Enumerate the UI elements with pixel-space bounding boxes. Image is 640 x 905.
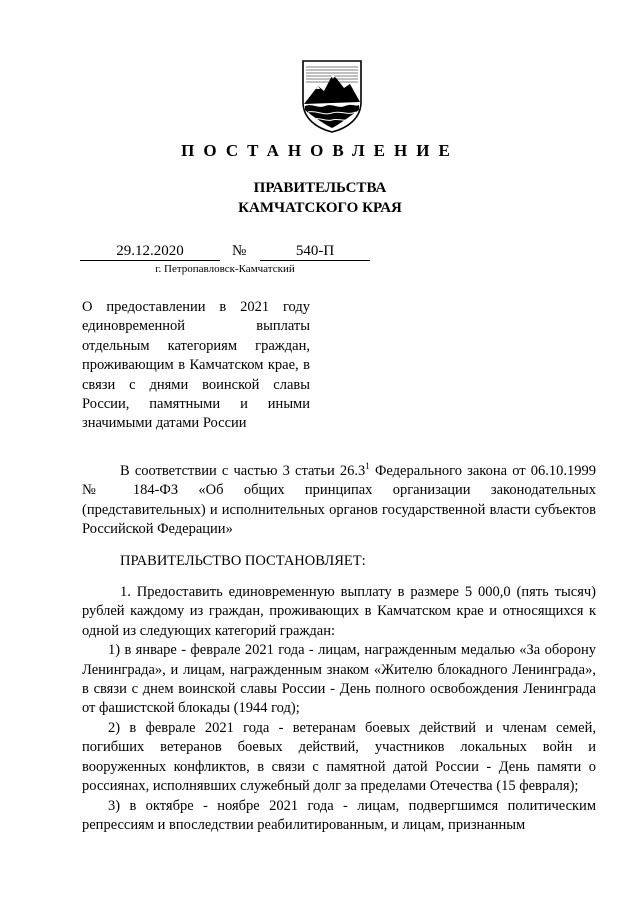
document-subject: О предоставлении в 2021 году единовременной выплаты отдельным категориям граждан, проживающим в Камчатском крае, в связи с днями воинской славы России, памятными и иными значимыми датами России	[82, 299, 310, 432]
document-number: 540-П	[260, 242, 370, 261]
number-sign: №	[232, 243, 247, 259]
document-date: 29.12.2020	[80, 242, 220, 261]
document-body	[82, 462, 596, 835]
kamchatka-coat-of-arms-icon	[300, 58, 364, 134]
document-type-title: ПОСТАНОВЛЕНИЕ	[181, 141, 459, 160]
issuing-authority	[0, 178, 640, 218]
issuing-authority-line1: ПРАВИТЕЛЬСТВА	[253, 180, 387, 196]
preamble-superscript: 1	[365, 461, 370, 472]
item-paragraph-2: 1) в январе - феврале 2021 года - лицам, награжденным медалью «За оборону Ленинграда», и лицам, награжденным знаком «Жителю блокадного Ленинграда», в связи с днем воинской славы России - День полного освобождения Ленинграда от фашистской блокады (1944 год);	[82, 642, 596, 717]
preamble-text-2: Федерального закона от 06.10.1999 № 184-ФЗ «Об общих принципах организации законодательных (представительных) и исполнительных органов государственной власти субъектов Российской Федерации»	[82, 463, 596, 538]
item-paragraph-3: 2) в феврале 2021 года - ветеранам боевых действий и членам семей, погибших ветеранов боевых действий, участников локальных войн и вооруженных конфликтов, в связи с памятной датой России - День памяти о россиянах, исполнявших служебный долг за пределами Отечества (15 февраля);	[82, 719, 596, 795]
issuing-city: г. Петропавловск-Камчатский	[155, 263, 295, 275]
preamble-paragraph	[82, 462, 596, 540]
item-paragraph-1: 1. Предоставить единовременную выплату в размере 5 000,0 (пять тысяч) рублей каждому из граждан, проживающих в Камчатском крае и относящихся к одной из следующих категорий граждан:	[82, 584, 596, 639]
date-number-row	[80, 242, 370, 262]
item-paragraph-4: 3) в октябре - ноябре 2021 года - лицам, подвергшимся политическим репрессиям и впоследствии реабилитированным, и лицам, признанным	[82, 797, 596, 833]
issuing-authority-line2: КАМЧАТСКОГО КРАЯ	[238, 200, 402, 216]
preamble-text-1: В соответствии с частью 3 статьи 26.3	[120, 463, 366, 479]
decree-heading: ПРАВИТЕЛЬСТВО ПОСТАНОВЛЯЕТ:	[120, 552, 366, 569]
